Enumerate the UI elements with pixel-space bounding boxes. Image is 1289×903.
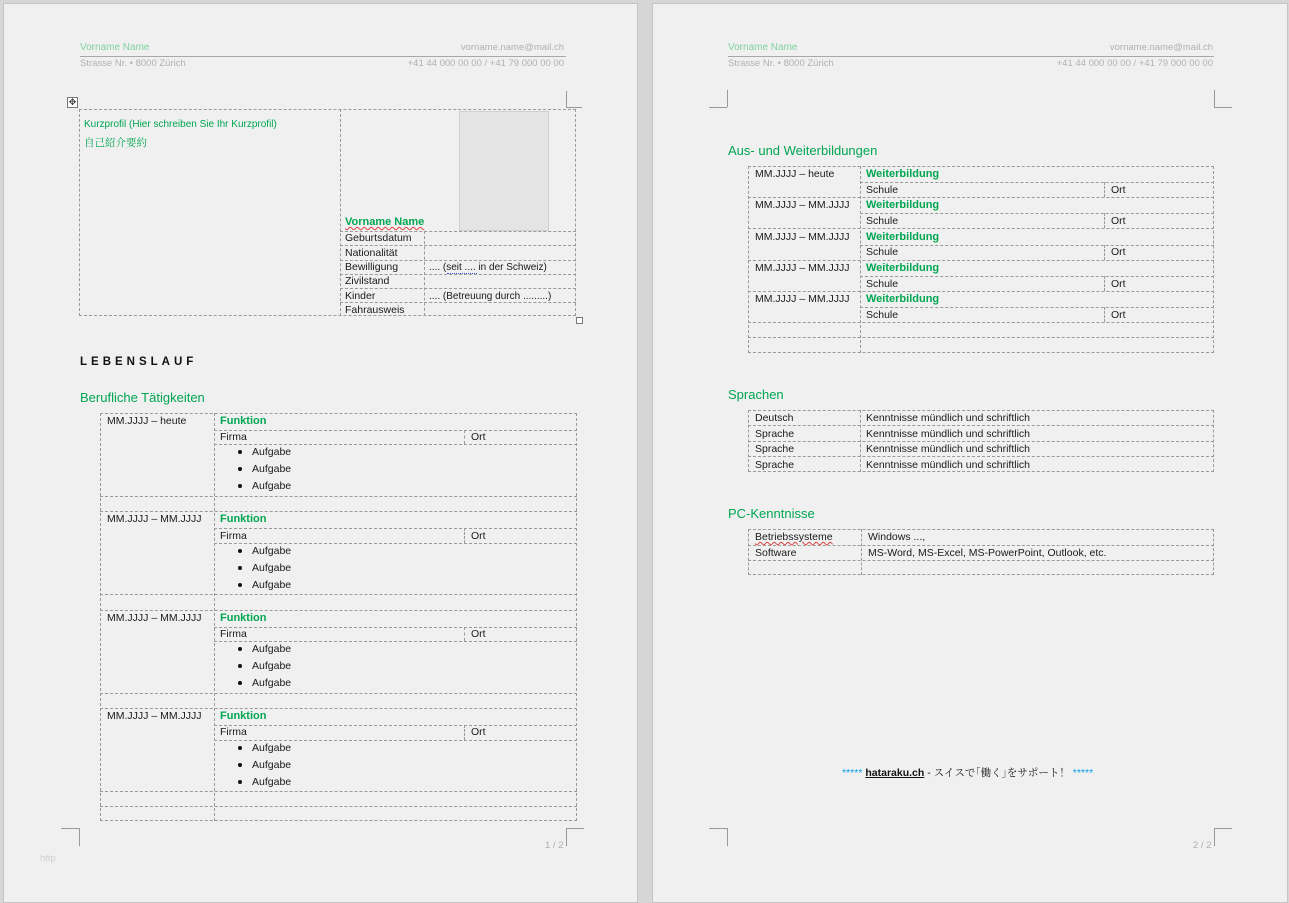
pc-value-os[interactable]: Windows ..., [868,531,926,543]
section-title-pc[interactable]: PC-Kenntnisse [728,506,815,521]
profile-name[interactable]: Vorname Name [345,216,425,228]
bullet [238,780,242,784]
language-level[interactable]: Kenntnisse mündlich und schriftlich [866,412,1031,424]
bullet [238,484,242,488]
language-level[interactable]: Kenntnisse mündlich und schriftlich [866,443,1031,455]
experience-task[interactable]: Aufgabe [252,446,292,458]
table-move-handle[interactable]: ✥ [68,97,77,107]
bullet [238,467,242,471]
bullet [238,647,242,651]
field-label-civil-status[interactable]: Zivilstand [345,275,390,287]
section-title-experience[interactable]: Berufliche Tätigkeiten [80,390,205,405]
header-phone[interactable]: +41 44 000 00 00 / +41 79 000 00 00 [407,58,564,69]
experience-function[interactable]: Funktion [220,710,267,722]
experience-task[interactable]: Aufgabe [252,545,292,557]
education-title[interactable]: Weiterbildung [866,293,940,305]
experience-period[interactable]: MM.JJJJ – heute [107,415,187,427]
page-number: 2 / 2 [1193,840,1212,851]
experience-company[interactable]: Firma [220,431,247,443]
experience-function[interactable]: Funktion [220,513,267,525]
experience-company[interactable]: Firma [220,726,247,738]
footer-stars-right: ***** [1072,767,1094,779]
experience-function[interactable]: Funktion [220,415,267,427]
experience-task[interactable]: Aufgabe [252,643,292,655]
crop-mark [566,828,567,846]
pc-value-software[interactable]: MS-Word, MS-Excel, MS-PowerPoint, Outlook, etc. [868,547,1107,559]
bullet [238,763,242,767]
table-resize-handle[interactable] [576,317,583,324]
crop-mark [727,90,728,107]
field-label-permit[interactable]: Bewilligung [345,261,399,273]
section-title-education[interactable]: Aus- und Weiterbildungen [728,143,878,158]
experience-period[interactable]: MM.JJJJ – MM.JJJJ [107,513,202,525]
education-place[interactable]: Ort [1111,215,1126,227]
experience-place[interactable]: Ort [471,530,486,542]
profile-title-jp[interactable]: 自己紹介要約 [84,137,147,149]
header-name[interactable]: Vorname Name [728,42,798,53]
education-title[interactable]: Weiterbildung [866,231,940,243]
education-place[interactable]: Ort [1111,184,1126,196]
crop-mark [566,107,582,108]
education-title[interactable]: Weiterbildung [866,168,940,180]
crop-mark [709,107,727,108]
bullet [238,583,242,587]
experience-period[interactable]: MM.JJJJ – MM.JJJJ [107,612,202,624]
education-period[interactable]: MM.JJJJ – MM.JJJJ [755,199,850,211]
language-name[interactable]: Sprache [755,459,795,471]
header-name[interactable]: Vorname Name [80,42,150,53]
crop-mark [79,828,80,846]
header-address[interactable]: Strasse Nr. • 8000 Zürich [80,58,186,69]
photo-placeholder[interactable] [459,111,549,231]
experience-task[interactable]: Aufgabe [252,677,292,689]
experience-task[interactable]: Aufgabe [252,463,292,475]
crop-mark [1214,107,1232,108]
section-title-languages[interactable]: Sprachen [728,387,784,402]
header-email[interactable]: vorname.name@mail.ch [1109,42,1213,53]
field-value-children[interactable]: .... (Betreuung durch .........) [429,291,552,302]
education-period[interactable]: MM.JJJJ – heute [755,168,835,180]
experience-task[interactable]: Aufgabe [252,776,292,788]
cv-heading[interactable]: LEBENSLAUF [80,356,198,368]
language-name[interactable]: Sprache [755,428,795,440]
bullet [238,746,242,750]
language-level[interactable]: Kenntnisse mündlich und schriftlich [866,459,1031,471]
crop-mark [727,828,728,846]
experience-function[interactable]: Funktion [220,612,267,624]
crop-mark [61,828,79,829]
field-label-nationality[interactable]: Nationalität [345,247,398,259]
education-period[interactable]: MM.JJJJ – MM.JJJJ [755,231,850,243]
experience-task[interactable]: Aufgabe [252,742,292,754]
experience-task[interactable]: Aufgabe [252,660,292,672]
education-period[interactable]: MM.JJJJ – MM.JJJJ [755,262,850,274]
experience-company[interactable]: Firma [220,628,247,640]
education-place[interactable]: Ort [1111,246,1126,258]
experience-task[interactable]: Aufgabe [252,480,292,492]
experience-period[interactable]: MM.JJJJ – MM.JJJJ [107,710,202,722]
experience-place[interactable]: Ort [471,726,486,738]
experience-task[interactable]: Aufgabe [252,759,292,771]
page-2[interactable] [652,3,1288,903]
field-value-permit[interactable]: .... (seit .... in der Schweiz) [429,262,547,273]
spellcheck-mark [447,272,477,274]
header-rule [80,56,566,57]
education-title[interactable]: Weiterbildung [866,199,940,211]
bullet [238,450,242,454]
pc-label-software[interactable]: Software [755,547,797,559]
header-email[interactable]: vorname.name@mail.ch [460,42,564,53]
field-label-children[interactable]: Kinder [345,290,376,302]
stray-text: http [40,853,56,864]
bullet [238,681,242,685]
page-number: 1 / 2 [545,840,564,851]
education-school[interactable]: Schule [866,278,899,290]
crop-mark [1214,828,1215,846]
education-title[interactable]: Weiterbildung [866,262,940,274]
language-name[interactable]: Deutsch [755,412,794,424]
footer-text: - スイスで｢働く｣をサポート！ [924,767,1070,779]
field-label-license[interactable]: Fahrausweis [345,304,405,316]
education-place[interactable]: Ort [1111,278,1126,290]
experience-place[interactable]: Ort [471,431,486,443]
education-school[interactable]: Schule [866,215,899,227]
footer-link[interactable]: hataraku.ch [865,767,925,779]
language-level[interactable]: Kenntnisse mündlich und schriftlich [866,428,1031,440]
crop-mark [566,91,567,107]
footer-stars-left: ***** [842,767,863,779]
pc-label-os[interactable]: Betriebssysteme [755,531,833,543]
crop-mark [566,828,584,829]
education-school[interactable]: Schule [866,246,899,258]
crop-mark [1214,828,1232,829]
education-period[interactable]: MM.JJJJ – MM.JJJJ [755,293,850,305]
bullet [238,549,242,553]
experience-task[interactable]: Aufgabe [252,562,292,574]
field-label-birthdate[interactable]: Geburtsdatum [345,232,412,244]
education-school[interactable]: Schule [866,309,899,321]
crop-mark [709,828,727,829]
language-name[interactable]: Sprache [755,443,795,455]
education-place[interactable]: Ort [1111,309,1126,321]
experience-company[interactable]: Firma [220,530,247,542]
experience-place[interactable]: Ort [471,628,486,640]
crop-mark [1214,90,1215,107]
bullet [238,566,242,570]
profile-title[interactable]: Kurzprofil (Hier schreiben Sie Ihr Kurzprofil) [84,119,277,130]
education-school[interactable]: Schule [866,184,899,196]
footer-note [842,765,1093,780]
header-rule [728,56,1214,57]
page-1[interactable] [3,3,638,903]
header-phone[interactable]: +41 44 000 00 00 / +41 79 000 00 00 [1056,58,1213,69]
experience-task[interactable]: Aufgabe [252,579,292,591]
header-address[interactable]: Strasse Nr. • 8000 Zürich [728,58,834,69]
bullet [238,664,242,668]
